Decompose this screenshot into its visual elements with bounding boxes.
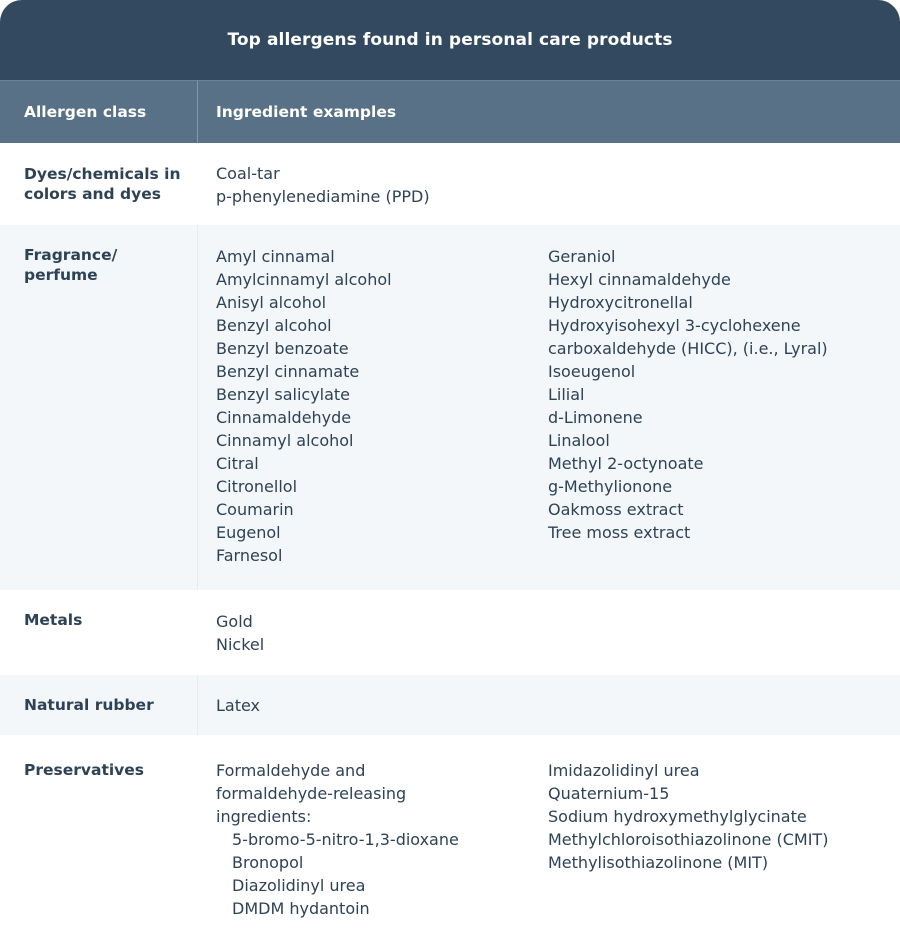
ingredient-list-left [216, 245, 548, 590]
ingredient-item: Methylisothiazolinone (MIT) [548, 853, 769, 872]
ingredient-item: carboxaldehyde (HICC), (i.e., Lyral) [548, 339, 828, 358]
ingredient-list [216, 162, 548, 225]
ingredient-cell [198, 735, 900, 945]
ingredient-item: Benzyl benzoate [216, 339, 349, 358]
ingredient-item: Cinnamaldehyde [216, 408, 352, 427]
ingredient-intro: Formaldehyde and formaldehyde-releasing ingredients: [216, 761, 407, 826]
ingredient-item: Farnesol [216, 546, 283, 565]
table-title: Top allergens found in personal care products [0, 0, 900, 81]
ingredient-cell [198, 143, 900, 225]
ingredient-item: Gold [216, 612, 253, 631]
ingredient-item: Tree moss extract [548, 523, 691, 542]
ingredient-item: Amyl cinnamal [216, 247, 335, 266]
table-row-dyes [0, 143, 900, 225]
ingredient-item: Citral [216, 454, 259, 473]
ingredient-item: Latex [216, 696, 261, 715]
allergen-class-cell: Metals [24, 611, 83, 629]
ingredient-item: Hexyl cinnamaldehyde [548, 270, 731, 289]
ingredient-list [216, 610, 548, 675]
ingredient-item: Diazolidinyl urea [232, 876, 366, 895]
ingredient-item: Imidazolidinyl urea [548, 761, 700, 780]
ingredient-item: Benzyl salicylate [216, 385, 351, 404]
allergen-class-cell: Preservatives [24, 761, 145, 779]
ingredient-item: Sodium hydroxymethylglycinate [548, 807, 807, 826]
ingredient-item: Bronopol [232, 853, 304, 872]
ingredient-cell [198, 590, 900, 675]
header-allergen-class: Allergen class [0, 81, 198, 143]
ingredient-item: Methylchloroisothiazolinone (CMIT) [548, 830, 829, 849]
table-row-metals [0, 590, 900, 675]
ingredient-item: Linalool [548, 431, 610, 450]
ingredient-list [216, 694, 548, 735]
table-row-preservatives [0, 735, 900, 945]
ingredient-sublist [216, 828, 548, 920]
ingredient-item: Benzyl cinnamate [216, 362, 360, 381]
ingredient-cell [198, 675, 900, 735]
ingredient-item: Coal-tar [216, 164, 280, 183]
ingredient-item: Lilial [548, 385, 585, 404]
ingredient-item: Coumarin [216, 500, 294, 519]
ingredient-item: Isoeugenol [548, 362, 636, 381]
ingredient-item: 5-bromo-5-nitro-1,3-dioxane [232, 830, 459, 849]
ingredient-item: Anisyl alcohol [216, 293, 327, 312]
ingredient-item: d-Limonene [548, 408, 643, 427]
ingredient-list-right [548, 759, 900, 945]
ingredient-item: Amylcinnamyl alcohol [216, 270, 392, 289]
ingredient-item: DMDM hydantoin [232, 899, 370, 918]
ingredient-item: Quaternium-15 [548, 784, 670, 803]
ingredient-item: Citronellol [216, 477, 298, 496]
table-row-natural-rubber [0, 675, 900, 735]
table-header-row [0, 81, 900, 143]
ingredient-cell [198, 225, 900, 590]
ingredient-item: Hydroxycitronellal [548, 293, 693, 312]
ingredient-list-left [216, 759, 548, 945]
ingredient-item: Cinnamyl alcohol [216, 431, 354, 450]
ingredient-item: Hydroxyisohexyl 3-cyclohexene [548, 316, 801, 335]
ingredient-item: Oakmoss extract [548, 500, 684, 519]
ingredient-item: Methyl 2-octynoate [548, 454, 704, 473]
header-ingredient-examples: Ingredient examples [216, 103, 397, 121]
ingredient-list-right [548, 245, 900, 590]
allergen-class-cell: Fragrance/ perfume [0, 225, 198, 590]
ingredient-item: Benzyl alcohol [216, 316, 332, 335]
table-row-fragrance [0, 225, 900, 590]
ingredient-item: Geraniol [548, 247, 616, 266]
allergen-class-cell: Natural rubber [0, 675, 198, 735]
ingredient-item: p-phenylenediamine (PPD) [216, 187, 430, 206]
ingredient-item: Eugenol [216, 523, 281, 542]
ingredient-item: Nickel [216, 635, 265, 654]
ingredient-item: g-Methylionone [548, 477, 673, 496]
allergen-class-cell: Dyes/chemicals in colors and dyes [24, 165, 181, 203]
